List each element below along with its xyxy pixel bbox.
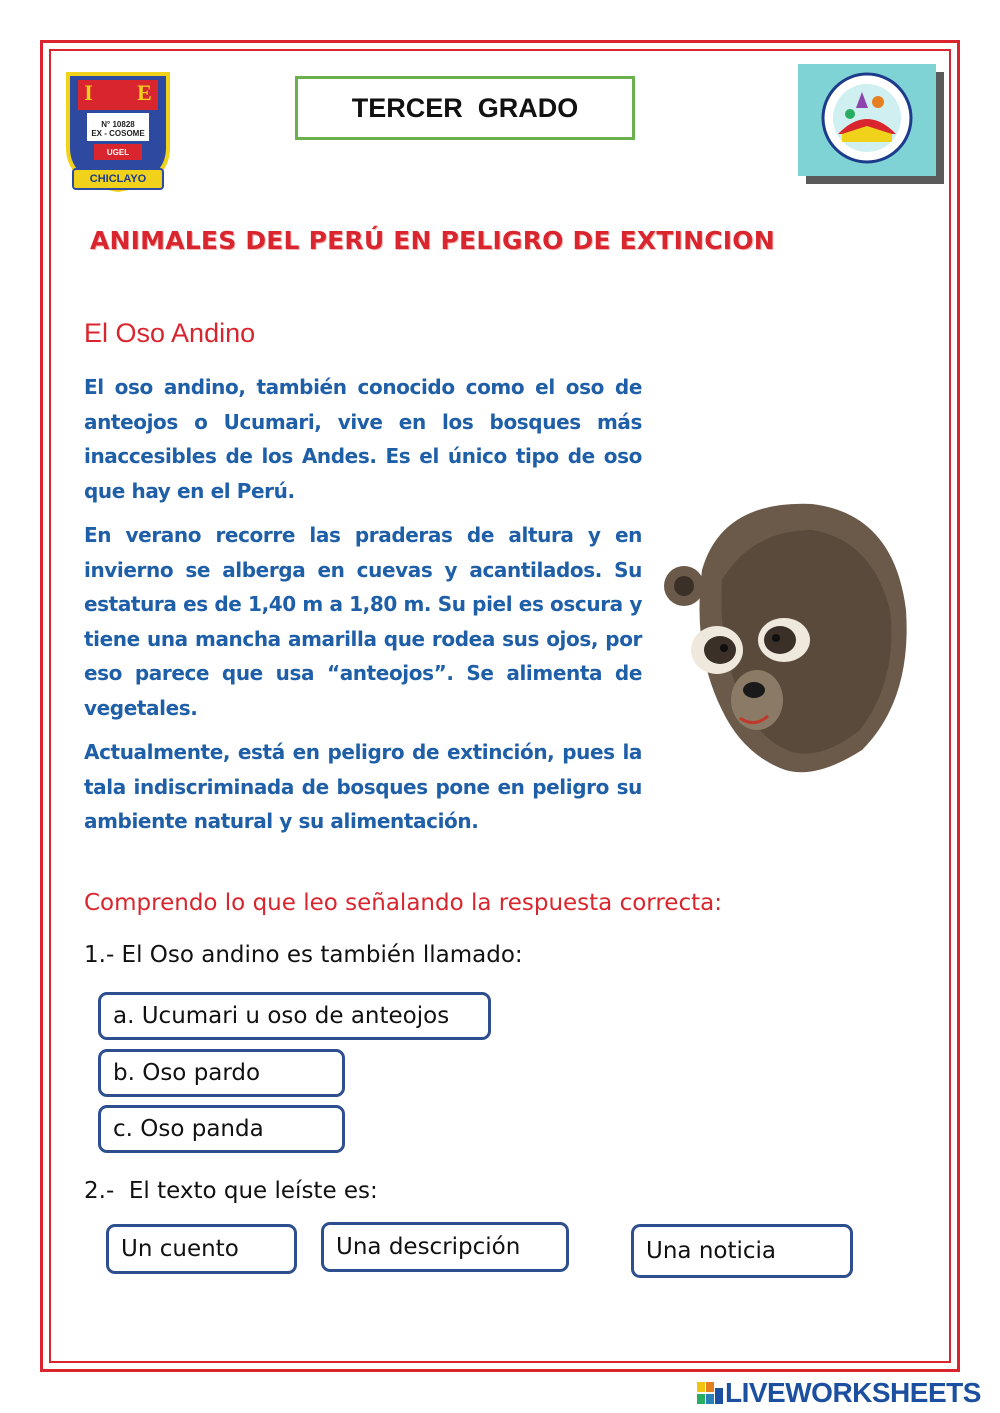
option-2a[interactable]: Un cuento xyxy=(106,1224,297,1274)
andean-bear-illustration xyxy=(662,490,912,780)
liveworksheets-brand[interactable] xyxy=(697,1378,981,1408)
option-2b[interactable]: Una descripción xyxy=(321,1222,569,1272)
article-title: ANIMALES DEL PERÚ EN PELIGRO DE EXTINCION xyxy=(90,226,775,255)
reading-project-logo xyxy=(798,64,936,176)
article-subtitle: El Oso Andino xyxy=(84,318,256,348)
question-1: 1.- El Oso andino es también llamado: xyxy=(84,942,523,968)
crest-city: CHICLAYO xyxy=(72,168,164,190)
paragraph-2: En verano recorre las praderas de altura y en invierno se alberga en cuevas y acantilados. Su estatura es de 1,40 m a 1,80 m. Su piel es oscura y tiene una mancha amarilla que rodea sus ojos, por eso parece que usa “anteojos”. Se alimenta de vegetales. xyxy=(84,523,642,720)
paragraph-3: Actualmente, está en peligro de extinción, pues la tala indiscriminada de bosques pone en peligro su ambiente natural y su alimentación. xyxy=(84,740,642,833)
crest-letter: I xyxy=(84,80,93,105)
liveworksheets-logo-icon xyxy=(697,1380,725,1406)
option-1a[interactable]: a. Ucumari u oso de anteojos xyxy=(98,992,491,1040)
crest-text xyxy=(90,120,146,138)
crest-letter: E xyxy=(137,80,152,105)
crest-number: N° 10828 xyxy=(101,120,135,129)
grade-label: TERCER GRADO xyxy=(295,76,635,140)
crest-sub: EX - COSOME xyxy=(91,129,145,138)
paragraph-1: El oso andino, también conocido como el oso de anteojos o Ucumari, vive en los bosques más inaccesibles de los Andes. Es el único tipo de oso que hay en el Perú. xyxy=(84,375,642,503)
quiz-instruction: Comprendo lo que leo señalando la respuesta correcta: xyxy=(84,890,722,916)
option-1c[interactable]: c. Oso panda xyxy=(98,1105,345,1153)
question-2: 2.- El texto que leíste es: xyxy=(84,1178,378,1204)
option-1b[interactable]: b. Oso pardo xyxy=(98,1049,345,1097)
school-crest-logo xyxy=(62,70,174,194)
crest-ugel: UGEL xyxy=(106,148,130,157)
option-2c[interactable]: Una noticia xyxy=(631,1224,853,1278)
brand-text: LIVEWORKSHEETS xyxy=(725,1377,981,1408)
